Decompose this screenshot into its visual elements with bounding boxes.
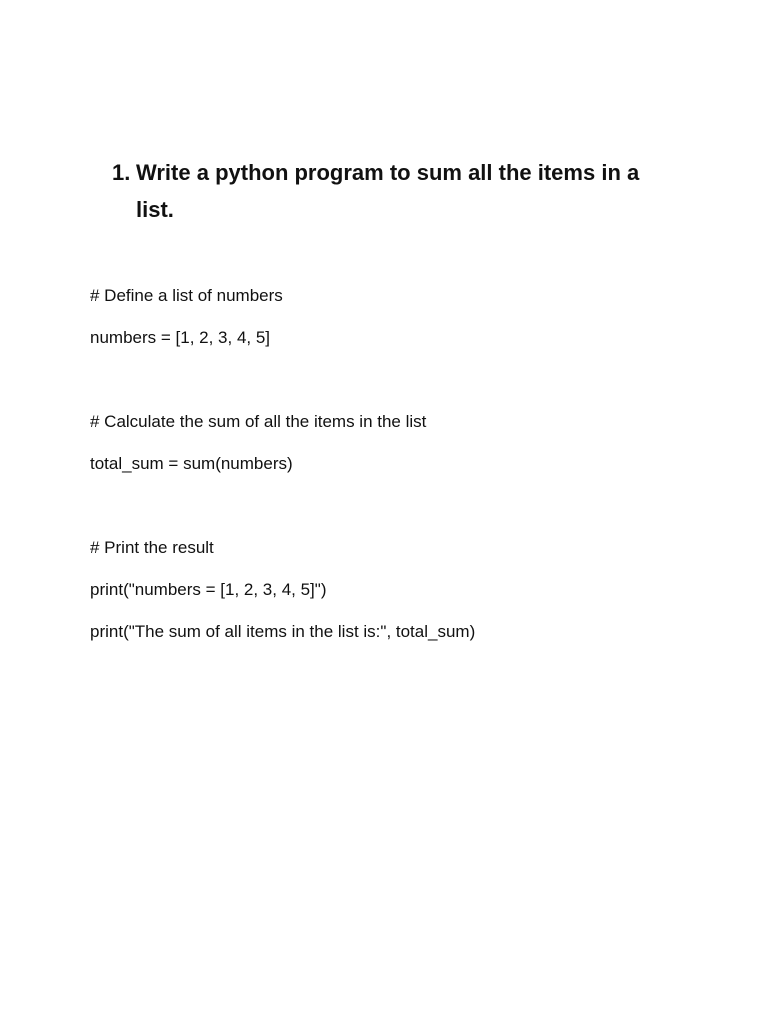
- code-numbers-assignment: numbers = [1, 2, 3, 4, 5]: [90, 328, 271, 347]
- code-comment-define: # Define a list of numbers: [90, 286, 283, 305]
- question-text: Write a python program to sum all the items in a list.: [136, 160, 640, 222]
- question-number: 1.: [112, 160, 131, 185]
- code-comment-calculate: # Calculate the sum of all the items in the list: [90, 412, 427, 431]
- code-sum-assignment: total_sum = sum(numbers): [90, 454, 293, 473]
- code-print-sum: print("The sum of all items in the list is:", total_sum): [90, 622, 476, 641]
- code-comment-print: # Print the result: [90, 538, 214, 557]
- code-print-numbers: print("numbers = [1, 2, 3, 4, 5]"): [90, 580, 327, 599]
- question-heading: [112, 154, 672, 228]
